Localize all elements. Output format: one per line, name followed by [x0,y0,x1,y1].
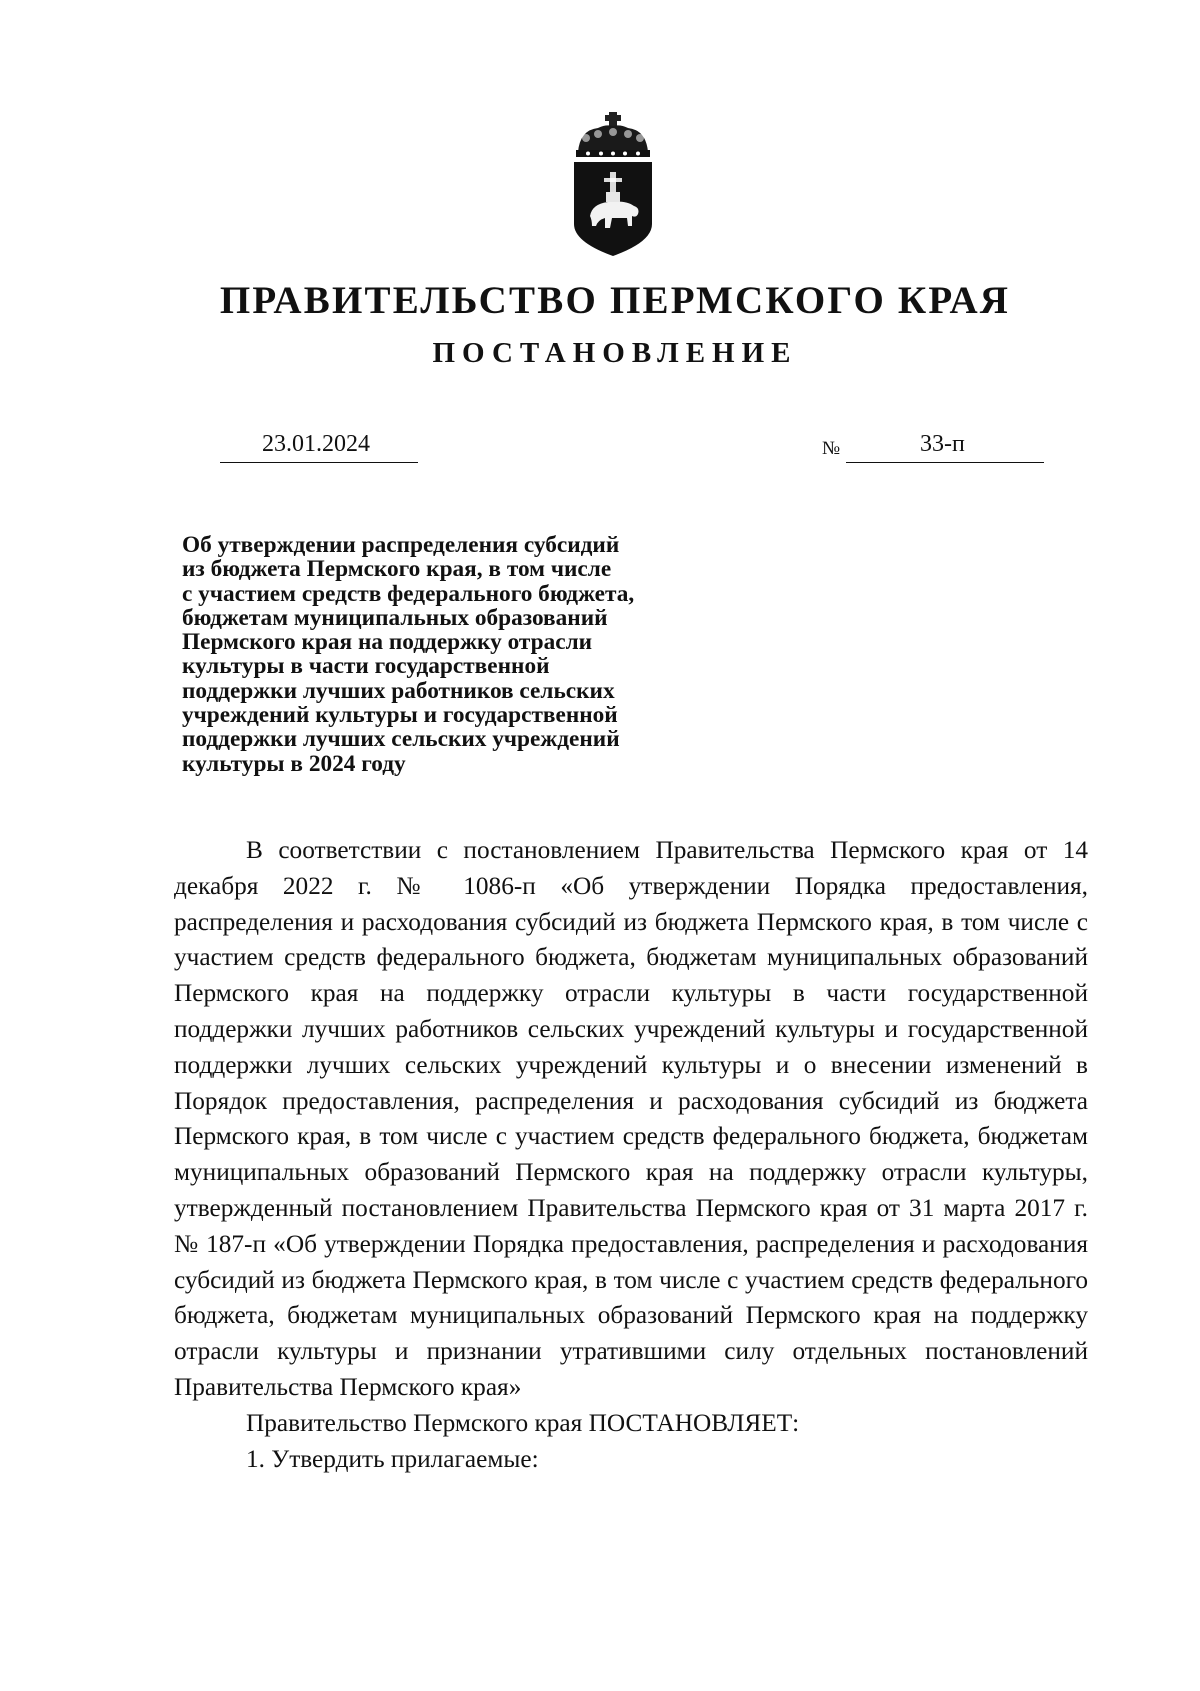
document-date: 23.01.2024 [262,431,370,457]
date-field [220,424,418,463]
number-field [846,424,1044,463]
number-label: № [822,438,841,459]
perm-krai-coat-of-arms-icon [568,112,658,258]
document-type-title: ПОСТАНОВЛЕНИЕ [432,337,798,369]
item-1-paragraph: 1. Утвердить прилагаемые: [246,1444,539,1473]
document-subject: Об утверждении распределения субсидий из бюджета Пермского края, в том числе с участием средств федерального бюджета, бюджетам муниципальных образований Пермского края на поддержку отрасли культуры в части государственной поддержки лучших работников сельских учреждений культуры и государственной поддержки лучших сельских учреждений культуры в 2024 году [182,532,635,777]
document-number: 33-п [920,431,965,457]
organization-title: ПРАВИТЕЛЬСТВО ПЕРМСКОГО КРАЯ [219,279,1011,322]
document-body [174,833,1088,1477]
resolves-paragraph: Правительство Пермского края ПОСТАНОВЛЯЕТ: [246,1408,800,1437]
preamble-paragraph: В соответствии с постановлением Правительства Пермского края от 14 декабря 2022 г. № 1086-п «Об утверждении Порядка предоставления, распределения и расходования субсидий из бюджета Пермского края, в том числе с участием средств федерального бюджета, бюджетам муниципальных образований Пермского края на поддержку отрасли культуры в части государственной поддержки лучших работников сельских учреждений культуры и государственной поддержки лучших сельских учреждений культуры и о внесении изменений в Порядок предоставления, распределения и расходования субсидий из бюджета Пермского края, в том числе с участием средств федерального бюджета, бюджетам муниципальных образований Пермского края на поддержку отрасли культуры, утвержденный постановлением Правительства Пермского края от 31 марта 2017 г. № 187-п «Об утверждении Порядка предоставления, распределения и расходования субсидий из бюджета Пермского края, в том числе с участием средств федерального бюджета, бюджетам муниципальных образований Пермского края на поддержку отрасли культуры и признании утратившими силу отдельных постановлений Правительства Пермского края» [174,836,1088,1401]
